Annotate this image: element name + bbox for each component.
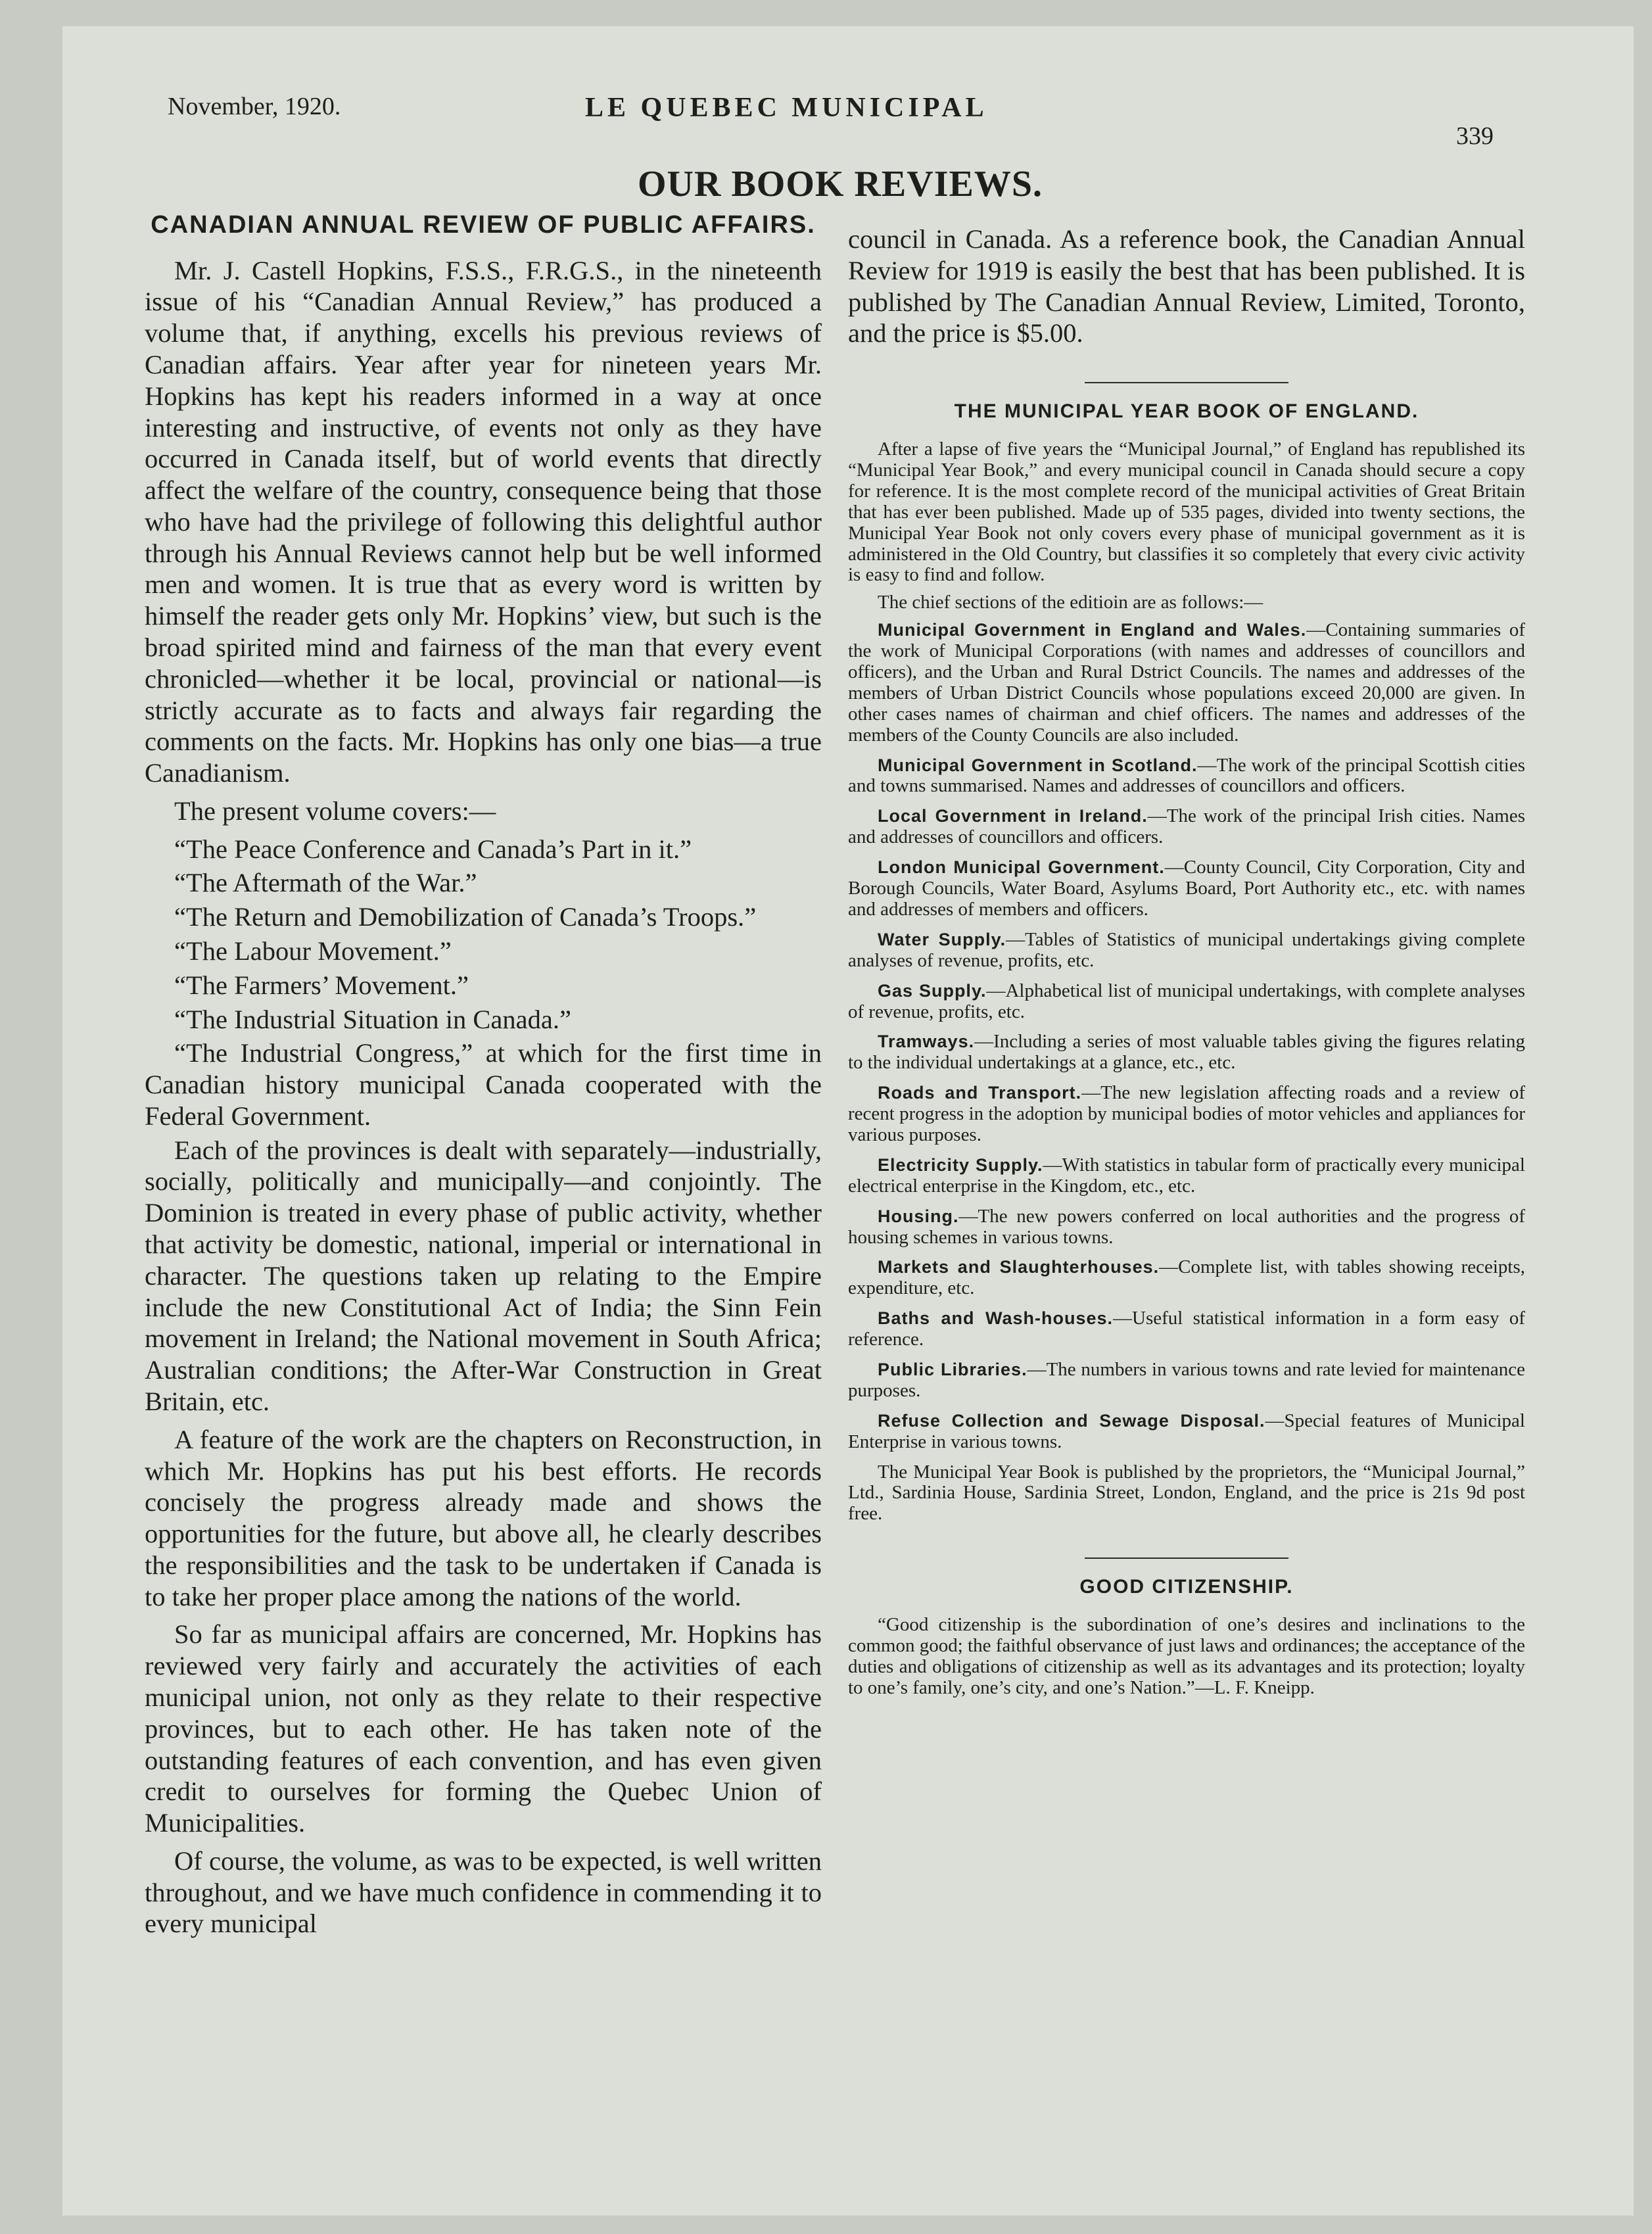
section-entry-title: Markets and Slaughterhouses. (878, 1257, 1160, 1277)
section-entry-title: Refuse Collection and Sewage Disposal. (878, 1410, 1265, 1431)
section-entry-text: —The new legislation affecting roads and a review of recent progress in the adoption by municipal bodies of motor vehicles and appliances for various purposes. (848, 1082, 1526, 1145)
paragraph: The chief sections of the editioin are as follows:— (878, 592, 1263, 613)
sections-list (848, 620, 1525, 1452)
paragraph: So far as municipal affairs are concerned, Mr. Hopkins has reviewed very fairly and accurately the activities of each municipal union, not only as they relate to their respective provinces, but to each other. He has taken note of the outstanding features of each convention, and has even given credit to ourselves for forming the Quebec Union of Municipalities. (145, 1619, 822, 1838)
section-entry-title: Public Libraries. (878, 1359, 1027, 1379)
section-entry-text: —Containing summaries of the work of Municipal Corporations (with names and addresses of councillors and officers), and the Urban and Rural Dstrict Councils. The names and addresses of the members of Urban District Councils whose populations exceed 20,000 are given. In other cases names of chairman and chief officers. The names and addresses of the members of the County Councils are also included. (848, 619, 1525, 746)
section-entry-text: —Including a series of most valuable tables giving the figures relating to the individual undertakings at a glance, etc., etc. (848, 1031, 1525, 1074)
section-entry-text: —Special features of Municipal Enterprise in various towns. (848, 1410, 1525, 1452)
section-entry-text: —The work of the principal Scottish cities and towns summarised. Names and addresses of councillors and officers. (848, 754, 1525, 797)
covers-item: “The Peace Conference and Canada’s Part in it.” (174, 834, 692, 864)
page-title: OUR BOOK REVIEWS. (638, 164, 1043, 204)
section-entry-title: Roads and Transport. (878, 1083, 1082, 1103)
section-entry (848, 1032, 1525, 1074)
section-entry-text: —The new powers conferred on local authorities and the progress of housing schemes in various towns. (848, 1205, 1525, 1248)
paragraph: After a lapse of five years the “Municipal Journal,” of England has republished its “Municipal Year Book,” and every municipal council in Canada should secure a copy for reference. It is the most complete record of the municipal activities of Great Britain that has ever been published. Made up of 535 pages, divided into twenty sections, the Municipal Year Book not only covers every phase of municipal government as it is administered in the Old Country, but classifies it so completely that every civic activity is easy to find and follow. (848, 439, 1525, 586)
section-entry-title: Water Supply. (878, 929, 1006, 949)
section-entry-title: Baths and Wash-houses. (878, 1308, 1114, 1329)
section-entry-text: —Alphabetical list of municipal undertakings, with complete analyses of revenue, profits, etc. (848, 980, 1525, 1022)
section-entry-text: —County Council, City Corporation, City and Borough Councils, Water Board, Asylums Board, Port Authority etc., etc. with names and addresses of members and officers. (848, 857, 1525, 920)
paragraph-continued: council in Canada. As a reference book, the Canadian Annual Review for 1919 is easily the best that has been published. It is published by The Canadian Annual Review, Limited, Toronto, and the price is $5.00. (848, 224, 1525, 348)
section-entry (848, 1155, 1525, 1197)
paragraph: The Municipal Year Book is published by the proprietors, the “Municipal Journal,” Ltd., Sardinia House, Sardinia Street, London, England, and the price is 21s 9d post free. (848, 1461, 1525, 1525)
section-entry-title: Tramways. (878, 1032, 975, 1052)
section-entry-text: —Complete list, with tables showing receipts, expenditure, etc. (848, 1256, 1526, 1299)
section-entry (848, 1360, 1525, 1402)
covers-item: “The Farmers’ Movement.” (174, 970, 469, 1000)
paragraph: Each of the provinces is dealt with separately—industrially, socially, politically and municipally—and conjointly. The Dominion is treated in every phase of public activity, whether that activity be domestic, national, imperial or international in character. The questions taken up relating to the Empire include the new Constitutional Act of India; the Sinn Fein movement in Ireland; the National movement in South Africa; Australian conditions; the After-War Construction in Great Britain, etc. (145, 1135, 822, 1416)
covers-item: “The Labour Movement.” (174, 936, 452, 966)
covers-item: “The Industrial Congress,” at which for the first time in Canadian history municipal Canada cooperated with the Federal Government. (145, 1038, 822, 1131)
section-entry (848, 620, 1525, 746)
section-entry (848, 755, 1525, 797)
divider (1085, 382, 1288, 383)
section-entry (848, 1411, 1525, 1453)
section-entry-text: —The work of the principal Irish cities. Names and addresses of councillors and officers. (848, 805, 1525, 848)
section-entry (848, 806, 1525, 848)
section-entry-title: Municipal Government in Scotland. (878, 755, 1198, 775)
page-number: 339 (1456, 122, 1494, 150)
section-entry (848, 1083, 1525, 1146)
section-entry-title: Housing. (878, 1206, 959, 1226)
citizenship-quote: “Good citizenship is the subordination of one’s desires and inclinations to the common good; the faithful observance of just laws and ordinances; the acceptance of the duties and obligations of citizenship as well as its advantages and its protection; loyalty to one’s family, one’s city, and one’s Nation.”—L. F. Kneipp. (848, 1614, 1525, 1698)
section-entry-text: —Tables of Statistics of municipal undertakings giving complete analyses of revenue, profits, etc. (848, 928, 1525, 971)
section-entry-text: —With statistics in tabular form of practically every municipal electrical enterprise in the Kingdom, etc., etc. (848, 1154, 1525, 1197)
section-entry-title: Local Government in Ireland. (878, 806, 1148, 826)
section-entry-title: London Municipal Government. (878, 857, 1165, 878)
section-entry (848, 981, 1525, 1023)
section-heading: CANADIAN ANNUAL REVIEW OF PUBLIC AFFAIRS. (151, 211, 816, 239)
section-entry-title: Gas Supply. (878, 980, 987, 1001)
section-entry-title: Municipal Government in England and Wales. (878, 620, 1307, 640)
paragraph: Of course, the volume, as was to be expected, is well written throughout, and we have much confidence in commending it to every municipal (145, 1845, 822, 1939)
journal-title: LE QUEBEC MUNICIPAL (585, 93, 988, 123)
paragraph: The present volume covers:— (174, 796, 496, 826)
right-column (848, 224, 1525, 1705)
section-entry-text: —The numbers in various towns and rate levied for maintenance purposes. (848, 1358, 1526, 1401)
section-entry (848, 1257, 1525, 1299)
covers-item: “The Industrial Situation in Canada.” (174, 1004, 571, 1034)
divider (1085, 1557, 1288, 1559)
section-heading: THE MUNICIPAL YEAR BOOK OF ENGLAND. (954, 400, 1419, 423)
paragraph: Mr. J. Castell Hopkins, F.S.S., F.R.G.S., in the nineteenth issue of his “Canadian Annual Review,” has produced a volume that, if anything, excells his previous reviews of Canadian affairs. Year after year for nineteen years Mr. Hopkins has kept his readers informed in a way at once interesting and instructive, of events not only as they have occurred in Canada itself, but of world events that directly affect the welfare of the country, consequence being that those who have had the privilege of following this delightful author through his Annual Reviews cannot help but be well informed men and women. It is true that as every word is written by himself the reader gets only Mr. Hopkins’ view, but such is the broad spirited mind and fairness of the man that every event chronicled—whether it be local, provincial or national—is strictly accurate as to facts and always fair regarding the comments on the facts. Mr. Hopkins has only one bias—a true Canadianism. (145, 255, 822, 788)
section-entry (848, 930, 1525, 972)
section-entry (848, 857, 1525, 920)
covers-item: “The Return and Demobilization of Canada’s Troops.” (174, 902, 757, 932)
section-entry (848, 1308, 1525, 1350)
section-entry-title: Electricity Supply. (878, 1154, 1043, 1175)
paragraph: A feature of the work are the chapters on Reconstruction, in which Mr. Hopkins has put his best efforts. He records concisely the progress already made and shows the opportunities for the future, but above all, he clearly describes the responsibilities and the task to be undertaken if Canada is to take her proper place among the nations of the world. (145, 1424, 822, 1611)
section-heading: GOOD CITIZENSHIP. (1079, 1576, 1294, 1598)
issue-date: November, 1920. (168, 93, 341, 120)
section-entry-text: —Useful statistical information in a form easy of reference. (848, 1308, 1526, 1350)
covers-item: “The Aftermath of the War.” (174, 868, 477, 898)
section-entry (848, 1206, 1525, 1248)
left-column (145, 210, 822, 1946)
